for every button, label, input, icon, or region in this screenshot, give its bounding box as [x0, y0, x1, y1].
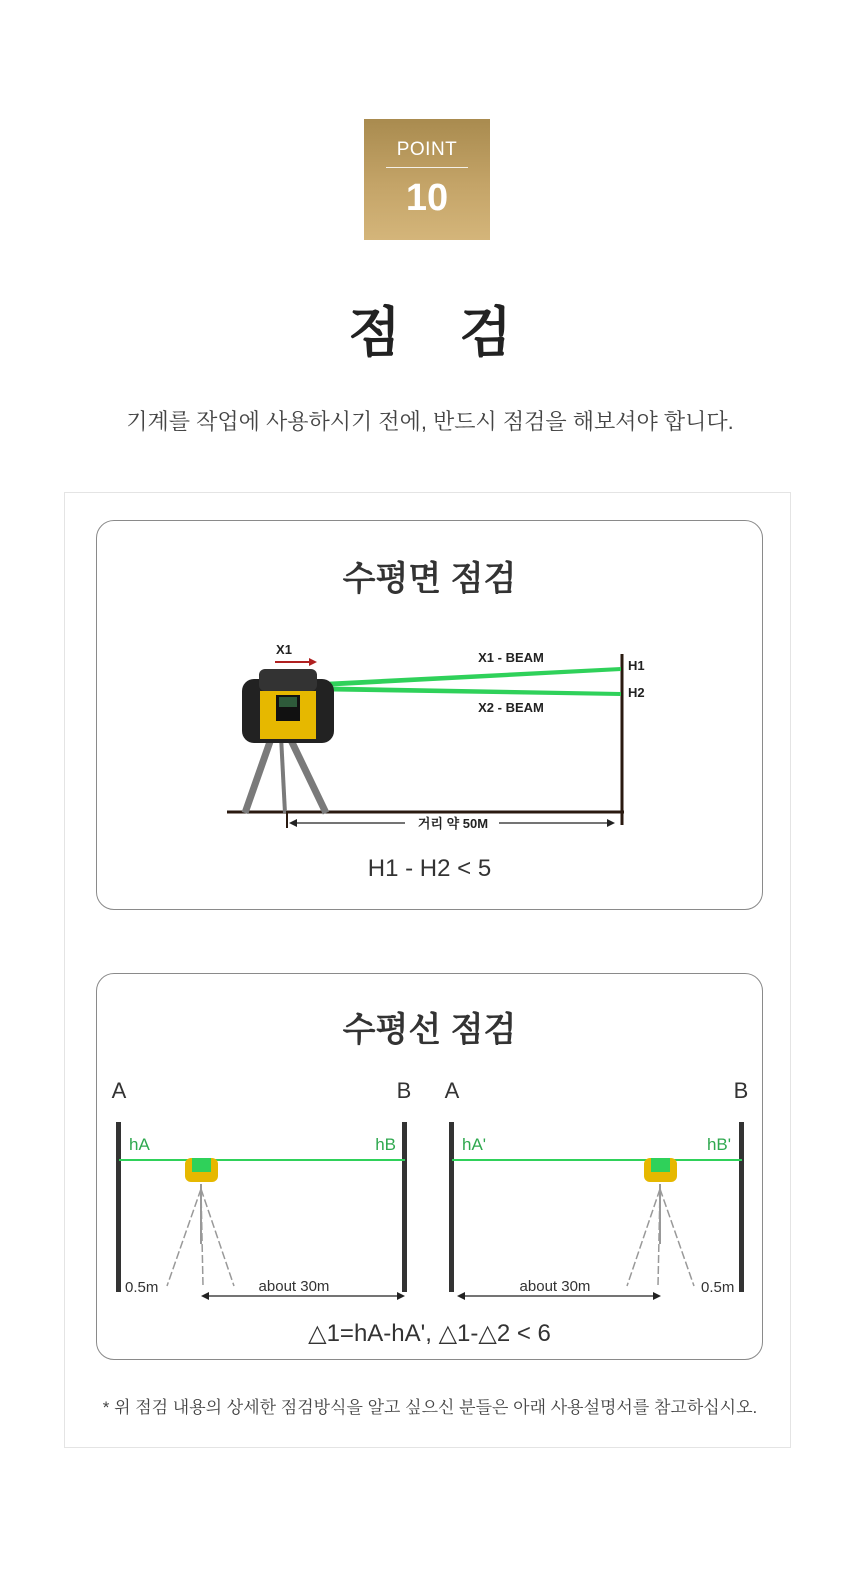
line-formula: △1=hA-hA', △1-△2 < 6: [308, 1320, 551, 1347]
beam1-label: X1 - BEAM: [478, 650, 544, 665]
tripod-leg-right: [289, 736, 326, 813]
line-check-card: [96, 973, 763, 1360]
right-hb-label: hB': [706, 1135, 731, 1154]
plane-formula: H1 - H2 < 5: [367, 855, 492, 882]
laser-head: [259, 669, 317, 691]
left-tripod-leg2: [201, 1189, 234, 1286]
point-badge: [364, 119, 490, 240]
left-b-label: B: [396, 1078, 412, 1103]
left-pole-a: [116, 1122, 121, 1292]
beam-x2: [302, 686, 621, 696]
point-label: POINT: [396, 139, 458, 160]
page-subtitle: 기계를 작업에 사용하시기 전에, 반드시 점검을 해보셔야 합니다.: [126, 409, 734, 434]
left-a-label: A: [111, 1078, 127, 1103]
left-ha-label: hA: [129, 1135, 150, 1154]
right-b-label: B: [733, 1078, 749, 1103]
left-tripod-leg3: [201, 1189, 203, 1286]
right-height-label: 0.5m: [701, 1279, 735, 1296]
badge-divider: [386, 167, 468, 168]
right-a-label: A: [444, 1078, 460, 1103]
left-tripod-leg1: [167, 1189, 201, 1286]
plane-check-title: 수평면 점검: [342, 560, 517, 598]
right-distance-label: about 30m: [519, 1278, 591, 1295]
plane-check-diagram: [97, 521, 764, 911]
distance-label: 거리 약 50M: [417, 816, 489, 831]
tripod-leg-mid: [281, 736, 285, 813]
left-distance-label: about 30m: [258, 1278, 330, 1295]
footnote: * 위 점검 내용의 상세한 점검방식을 알고 싶으신 분들은 아래 사용설명서를 참고하십시오.: [102, 1398, 758, 1417]
beam2-label: X2 - BEAM: [478, 700, 544, 715]
page-title: 점 검: [348, 303, 534, 363]
right-ha-label: hA': [462, 1135, 487, 1154]
tripod-leg-left: [245, 736, 272, 813]
left-pole-b: [402, 1122, 407, 1292]
right-pole-a: [449, 1122, 454, 1292]
left-height-label: 0.5m: [125, 1279, 159, 1296]
x1-label: X1: [276, 642, 292, 657]
right-tripod-leg3: [658, 1189, 660, 1286]
line-check-title: 수평선 점검: [342, 1011, 517, 1049]
beam-x1: [302, 667, 621, 688]
right-tripod-leg1: [627, 1189, 660, 1286]
h1-label: H1: [628, 658, 645, 673]
plane-check-card: [96, 520, 763, 910]
right-tripod-leg2: [660, 1189, 694, 1286]
h2-label: H2: [628, 685, 645, 700]
line-check-diagram: [97, 974, 764, 1361]
point-number: 10: [405, 177, 449, 219]
left-hb-label: hB: [375, 1135, 396, 1154]
right-pole-b: [739, 1122, 744, 1292]
